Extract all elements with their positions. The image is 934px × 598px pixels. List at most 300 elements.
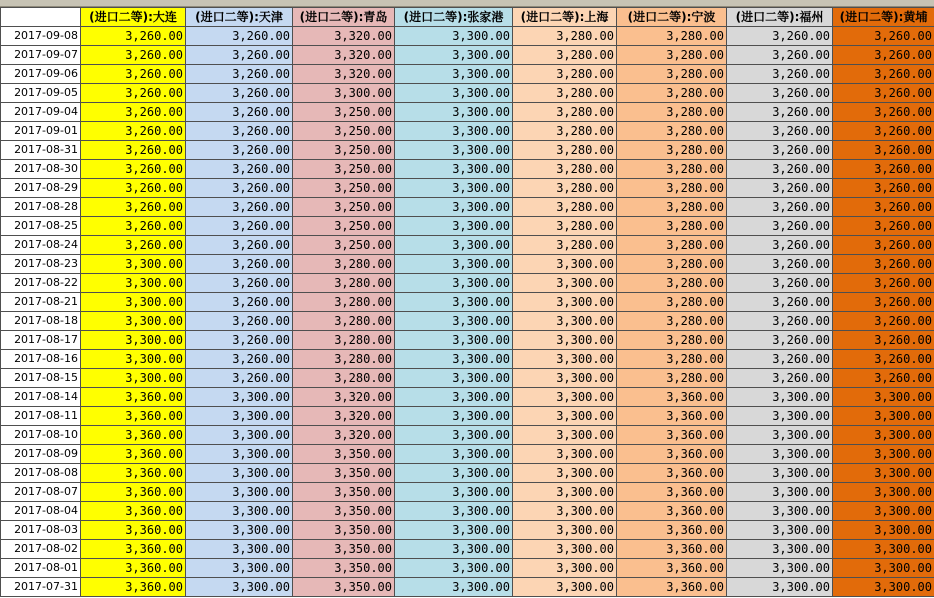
price-cell-shanghai[interactable]: 3,300.00 (513, 559, 617, 578)
date-cell[interactable]: 2017-08-25 (1, 217, 81, 236)
price-cell-zhangjiagang[interactable]: 3,300.00 (395, 27, 513, 46)
price-cell-huangpu[interactable]: 3,300.00 (833, 388, 934, 407)
date-cell[interactable]: 2017-09-06 (1, 65, 81, 84)
table-row (1, 426, 934, 445)
price-cell-qingdao[interactable]: 3,350.00 (293, 521, 395, 540)
price-cell-zhangjiagang[interactable]: 3,300.00 (395, 502, 513, 521)
price-cell-qingdao[interactable]: 3,320.00 (293, 407, 395, 426)
price-cell-tianjin[interactable]: 3,260.00 (186, 46, 293, 65)
price-cell-shanghai[interactable]: 3,280.00 (513, 198, 617, 217)
price-cell-dalian[interactable]: 3,360.00 (81, 502, 186, 521)
price-cell-ningbo[interactable]: 3,280.00 (617, 217, 727, 236)
price-cell-tianjin[interactable]: 3,300.00 (186, 578, 293, 597)
price-cell-huangpu[interactable]: 3,260.00 (833, 293, 934, 312)
price-cell-dalian[interactable]: 3,360.00 (81, 559, 186, 578)
price-cell-qingdao[interactable]: 3,250.00 (293, 198, 395, 217)
price-cell-tianjin[interactable]: 3,300.00 (186, 445, 293, 464)
date-cell[interactable]: 2017-09-05 (1, 84, 81, 103)
price-cell-fuzhou[interactable]: 3,300.00 (727, 559, 833, 578)
price-cell-tianjin[interactable]: 3,300.00 (186, 502, 293, 521)
price-cell-dalian[interactable]: 3,360.00 (81, 426, 186, 445)
price-cell-dalian[interactable]: 3,260.00 (81, 103, 186, 122)
price-cell-ningbo[interactable]: 3,360.00 (617, 388, 727, 407)
price-cell-dalian[interactable]: 3,260.00 (81, 27, 186, 46)
price-cell-zhangjiagang[interactable]: 3,300.00 (395, 350, 513, 369)
price-cell-zhangjiagang[interactable]: 3,300.00 (395, 312, 513, 331)
price-cell-shanghai[interactable]: 3,280.00 (513, 46, 617, 65)
price-cell-fuzhou[interactable]: 3,260.00 (727, 255, 833, 274)
date-cell[interactable]: 2017-08-08 (1, 464, 81, 483)
price-cell-shanghai[interactable]: 3,300.00 (513, 331, 617, 350)
price-cell-qingdao[interactable]: 3,350.00 (293, 464, 395, 483)
date-cell[interactable]: 2017-08-14 (1, 388, 81, 407)
price-cell-ningbo[interactable]: 3,280.00 (617, 27, 727, 46)
price-cell-zhangjiagang[interactable]: 3,300.00 (395, 160, 513, 179)
price-cell-ningbo[interactable]: 3,280.00 (617, 179, 727, 198)
price-cell-tianjin[interactable]: 3,260.00 (186, 293, 293, 312)
price-cell-dalian[interactable]: 3,360.00 (81, 521, 186, 540)
price-cell-qingdao[interactable]: 3,350.00 (293, 578, 395, 597)
price-cell-tianjin[interactable]: 3,260.00 (186, 236, 293, 255)
price-cell-qingdao[interactable]: 3,280.00 (293, 293, 395, 312)
price-cell-tianjin[interactable]: 3,260.00 (186, 274, 293, 293)
price-cell-ningbo[interactable]: 3,360.00 (617, 445, 727, 464)
table-row (1, 407, 934, 426)
price-cell-shanghai[interactable]: 3,300.00 (513, 540, 617, 559)
price-cell-tianjin[interactable]: 3,260.00 (186, 198, 293, 217)
price-cell-fuzhou[interactable]: 3,300.00 (727, 388, 833, 407)
price-cell-qingdao[interactable]: 3,280.00 (293, 369, 395, 388)
price-cell-zhangjiagang[interactable]: 3,300.00 (395, 46, 513, 65)
price-cell-fuzhou[interactable]: 3,300.00 (727, 540, 833, 559)
price-cell-fuzhou[interactable]: 3,260.00 (727, 369, 833, 388)
price-cell-tianjin[interactable]: 3,300.00 (186, 483, 293, 502)
price-cell-fuzhou[interactable]: 3,260.00 (727, 65, 833, 84)
price-cell-qingdao[interactable]: 3,250.00 (293, 179, 395, 198)
price-cell-ningbo[interactable]: 3,280.00 (617, 255, 727, 274)
price-cell-dalian[interactable]: 3,260.00 (81, 217, 186, 236)
price-cell-huangpu[interactable]: 3,300.00 (833, 464, 934, 483)
price-cell-shanghai[interactable]: 3,300.00 (513, 483, 617, 502)
price-cell-ningbo[interactable]: 3,280.00 (617, 274, 727, 293)
date-cell[interactable]: 2017-08-31 (1, 141, 81, 160)
price-cell-tianjin[interactable]: 3,260.00 (186, 312, 293, 331)
price-cell-dalian[interactable]: 3,300.00 (81, 274, 186, 293)
price-cell-zhangjiagang[interactable]: 3,300.00 (395, 84, 513, 103)
price-cell-huangpu[interactable]: 3,260.00 (833, 27, 934, 46)
price-cell-tianjin[interactable]: 3,260.00 (186, 179, 293, 198)
price-cell-tianjin[interactable]: 3,300.00 (186, 464, 293, 483)
price-cell-fuzhou[interactable]: 3,260.00 (727, 27, 833, 46)
price-cell-fuzhou[interactable]: 3,300.00 (727, 578, 833, 597)
column-header-ningbo[interactable]: (进口二等):宁波 (617, 8, 727, 27)
price-cell-ningbo[interactable]: 3,280.00 (617, 122, 727, 141)
price-cell-zhangjiagang[interactable]: 3,300.00 (395, 122, 513, 141)
price-table (0, 7, 934, 597)
price-cell-ningbo[interactable]: 3,360.00 (617, 578, 727, 597)
price-cell-ningbo[interactable]: 3,360.00 (617, 559, 727, 578)
price-cell-huangpu[interactable]: 3,260.00 (833, 179, 934, 198)
price-cell-dalian[interactable]: 3,360.00 (81, 483, 186, 502)
column-header-tianjin[interactable]: (进口二等):天津 (186, 8, 293, 27)
price-cell-qingdao[interactable]: 3,280.00 (293, 312, 395, 331)
price-cell-shanghai[interactable]: 3,280.00 (513, 65, 617, 84)
column-header-shanghai[interactable]: (进口二等):上海 (513, 8, 617, 27)
date-cell[interactable]: 2017-08-11 (1, 407, 81, 426)
price-cell-tianjin[interactable]: 3,260.00 (186, 65, 293, 84)
table-row (1, 312, 934, 331)
price-cell-shanghai[interactable]: 3,280.00 (513, 179, 617, 198)
price-cell-qingdao[interactable]: 3,350.00 (293, 445, 395, 464)
price-cell-shanghai[interactable]: 3,280.00 (513, 84, 617, 103)
date-cell[interactable]: 2017-08-16 (1, 350, 81, 369)
price-cell-tianjin[interactable]: 3,260.00 (186, 217, 293, 236)
date-cell[interactable]: 2017-08-01 (1, 559, 81, 578)
table-row (1, 540, 934, 559)
price-cell-qingdao[interactable]: 3,300.00 (293, 84, 395, 103)
price-cell-dalian[interactable]: 3,360.00 (81, 445, 186, 464)
price-cell-qingdao[interactable]: 3,250.00 (293, 236, 395, 255)
table-row (1, 274, 934, 293)
price-cell-fuzhou[interactable]: 3,300.00 (727, 445, 833, 464)
price-cell-shanghai[interactable]: 3,280.00 (513, 122, 617, 141)
price-cell-dalian[interactable]: 3,300.00 (81, 331, 186, 350)
price-cell-dalian[interactable]: 3,260.00 (81, 160, 186, 179)
price-cell-huangpu[interactable]: 3,260.00 (833, 103, 934, 122)
price-cell-dalian[interactable]: 3,260.00 (81, 84, 186, 103)
price-cell-tianjin[interactable]: 3,300.00 (186, 388, 293, 407)
price-cell-ningbo[interactable]: 3,280.00 (617, 369, 727, 388)
price-cell-ningbo[interactable]: 3,360.00 (617, 464, 727, 483)
price-cell-tianjin[interactable]: 3,260.00 (186, 255, 293, 274)
price-cell-zhangjiagang[interactable]: 3,300.00 (395, 521, 513, 540)
price-cell-tianjin[interactable]: 3,260.00 (186, 84, 293, 103)
price-cell-ningbo[interactable]: 3,280.00 (617, 84, 727, 103)
price-cell-dalian[interactable]: 3,260.00 (81, 65, 186, 84)
price-cell-shanghai[interactable]: 3,300.00 (513, 350, 617, 369)
price-cell-zhangjiagang[interactable]: 3,300.00 (395, 464, 513, 483)
table-row (1, 331, 934, 350)
price-cell-zhangjiagang[interactable]: 3,300.00 (395, 255, 513, 274)
price-cell-huangpu[interactable]: 3,260.00 (833, 141, 934, 160)
price-cell-ningbo[interactable]: 3,360.00 (617, 521, 727, 540)
price-cell-huangpu[interactable]: 3,260.00 (833, 331, 934, 350)
price-cell-tianjin[interactable]: 3,260.00 (186, 331, 293, 350)
price-cell-fuzhou[interactable]: 3,260.00 (727, 84, 833, 103)
price-cell-qingdao[interactable]: 3,350.00 (293, 502, 395, 521)
price-cell-tianjin[interactable]: 3,300.00 (186, 559, 293, 578)
price-cell-fuzhou[interactable]: 3,260.00 (727, 236, 833, 255)
price-cell-fuzhou[interactable]: 3,300.00 (727, 407, 833, 426)
price-cell-fuzhou[interactable]: 3,260.00 (727, 122, 833, 141)
price-cell-zhangjiagang[interactable]: 3,300.00 (395, 559, 513, 578)
table-row (1, 350, 934, 369)
table-row (1, 65, 934, 84)
table-row (1, 122, 934, 141)
price-cell-shanghai[interactable]: 3,280.00 (513, 27, 617, 46)
price-cell-shanghai[interactable]: 3,300.00 (513, 521, 617, 540)
price-cell-fuzhou[interactable]: 3,260.00 (727, 46, 833, 65)
corner-cell[interactable] (1, 8, 81, 27)
price-cell-zhangjiagang[interactable]: 3,300.00 (395, 103, 513, 122)
price-cell-huangpu[interactable]: 3,260.00 (833, 65, 934, 84)
price-cell-ningbo[interactable]: 3,280.00 (617, 103, 727, 122)
price-cell-huangpu[interactable]: 3,260.00 (833, 122, 934, 141)
table-row (1, 160, 934, 179)
date-cell[interactable]: 2017-08-15 (1, 369, 81, 388)
date-cell[interactable]: 2017-08-07 (1, 483, 81, 502)
date-cell[interactable]: 2017-08-21 (1, 293, 81, 312)
price-cell-dalian[interactable]: 3,300.00 (81, 350, 186, 369)
price-cell-huangpu[interactable]: 3,300.00 (833, 521, 934, 540)
price-cell-dalian[interactable]: 3,300.00 (81, 255, 186, 274)
date-cell[interactable]: 2017-08-04 (1, 502, 81, 521)
price-cell-ningbo[interactable]: 3,360.00 (617, 502, 727, 521)
price-cell-qingdao[interactable]: 3,350.00 (293, 483, 395, 502)
price-cell-qingdao[interactable]: 3,320.00 (293, 426, 395, 445)
price-cell-huangpu[interactable]: 3,260.00 (833, 369, 934, 388)
column-header-zhangjiagang[interactable]: (进口二等):张家港 (395, 8, 513, 27)
price-cell-shanghai[interactable]: 3,300.00 (513, 274, 617, 293)
date-cell[interactable]: 2017-08-23 (1, 255, 81, 274)
date-cell[interactable]: 2017-08-03 (1, 521, 81, 540)
price-cell-dalian[interactable]: 3,260.00 (81, 198, 186, 217)
price-cell-ningbo[interactable]: 3,360.00 (617, 540, 727, 559)
price-cell-zhangjiagang[interactable]: 3,300.00 (395, 65, 513, 84)
price-cell-fuzhou[interactable]: 3,260.00 (727, 217, 833, 236)
price-cell-shanghai[interactable]: 3,300.00 (513, 426, 617, 445)
date-cell[interactable]: 2017-08-09 (1, 445, 81, 464)
price-cell-shanghai[interactable]: 3,300.00 (513, 407, 617, 426)
price-cell-fuzhou[interactable]: 3,300.00 (727, 464, 833, 483)
date-cell[interactable]: 2017-08-28 (1, 198, 81, 217)
price-cell-huangpu[interactable]: 3,300.00 (833, 426, 934, 445)
price-cell-dalian[interactable]: 3,260.00 (81, 236, 186, 255)
table-row (1, 141, 934, 160)
price-cell-fuzhou[interactable]: 3,300.00 (727, 502, 833, 521)
price-cell-fuzhou[interactable]: 3,300.00 (727, 426, 833, 445)
price-cell-shanghai[interactable]: 3,280.00 (513, 103, 617, 122)
price-cell-huangpu[interactable]: 3,260.00 (833, 236, 934, 255)
price-cell-fuzhou[interactable]: 3,260.00 (727, 179, 833, 198)
price-cell-zhangjiagang[interactable]: 3,300.00 (395, 274, 513, 293)
date-cell[interactable]: 2017-08-24 (1, 236, 81, 255)
date-cell[interactable]: 2017-08-02 (1, 540, 81, 559)
table-row (1, 521, 934, 540)
price-cell-zhangjiagang[interactable]: 3,300.00 (395, 445, 513, 464)
price-cell-qingdao[interactable]: 3,350.00 (293, 540, 395, 559)
price-cell-qingdao[interactable]: 3,320.00 (293, 388, 395, 407)
price-cell-shanghai[interactable]: 3,300.00 (513, 388, 617, 407)
price-cell-tianjin[interactable]: 3,300.00 (186, 426, 293, 445)
price-cell-fuzhou[interactable]: 3,260.00 (727, 293, 833, 312)
date-cell[interactable]: 2017-09-04 (1, 103, 81, 122)
price-cell-ningbo[interactable]: 3,280.00 (617, 236, 727, 255)
price-cell-fuzhou[interactable]: 3,260.00 (727, 141, 833, 160)
date-cell[interactable]: 2017-09-01 (1, 122, 81, 141)
price-cell-zhangjiagang[interactable]: 3,300.00 (395, 426, 513, 445)
price-cell-fuzhou[interactable]: 3,260.00 (727, 103, 833, 122)
column-header-qingdao[interactable]: (进口二等):青岛 (293, 8, 395, 27)
header-row (1, 8, 934, 27)
price-cell-huangpu[interactable]: 3,260.00 (833, 84, 934, 103)
price-cell-ningbo[interactable]: 3,360.00 (617, 407, 727, 426)
price-cell-huangpu[interactable]: 3,260.00 (833, 350, 934, 369)
price-cell-zhangjiagang[interactable]: 3,300.00 (395, 331, 513, 350)
price-cell-zhangjiagang[interactable]: 3,300.00 (395, 236, 513, 255)
price-cell-fuzhou[interactable]: 3,300.00 (727, 483, 833, 502)
column-header-huangpu[interactable]: (进口二等):黄埔 (833, 8, 934, 27)
price-cell-zhangjiagang[interactable]: 3,300.00 (395, 217, 513, 236)
table-row (1, 27, 934, 46)
price-cell-huangpu[interactable]: 3,260.00 (833, 46, 934, 65)
price-cell-qingdao[interactable]: 3,280.00 (293, 274, 395, 293)
price-cell-dalian[interactable]: 3,260.00 (81, 46, 186, 65)
price-cell-ningbo[interactable]: 3,280.00 (617, 160, 727, 179)
price-cell-tianjin[interactable]: 3,260.00 (186, 160, 293, 179)
price-cell-zhangjiagang[interactable]: 3,300.00 (395, 369, 513, 388)
price-cell-tianjin[interactable]: 3,260.00 (186, 103, 293, 122)
price-cell-qingdao[interactable]: 3,250.00 (293, 141, 395, 160)
price-cell-huangpu[interactable]: 3,300.00 (833, 559, 934, 578)
price-cell-qingdao[interactable]: 3,320.00 (293, 46, 395, 65)
price-cell-shanghai[interactable]: 3,280.00 (513, 141, 617, 160)
price-cell-fuzhou[interactable]: 3,260.00 (727, 198, 833, 217)
price-cell-fuzhou[interactable]: 3,260.00 (727, 312, 833, 331)
price-cell-ningbo[interactable]: 3,360.00 (617, 483, 727, 502)
price-cell-qingdao[interactable]: 3,250.00 (293, 160, 395, 179)
table-row (1, 217, 934, 236)
price-cell-dalian[interactable]: 3,360.00 (81, 407, 186, 426)
price-cell-tianjin[interactable]: 3,260.00 (186, 350, 293, 369)
column-header-fuzhou[interactable]: (进口二等):福州 (727, 8, 833, 27)
price-cell-zhangjiagang[interactable]: 3,300.00 (395, 407, 513, 426)
date-cell[interactable]: 2017-08-17 (1, 331, 81, 350)
price-cell-qingdao[interactable]: 3,280.00 (293, 331, 395, 350)
table-row (1, 255, 934, 274)
price-cell-dalian[interactable]: 3,360.00 (81, 464, 186, 483)
price-cell-shanghai[interactable]: 3,280.00 (513, 236, 617, 255)
price-cell-dalian[interactable]: 3,300.00 (81, 312, 186, 331)
price-cell-zhangjiagang[interactable]: 3,300.00 (395, 388, 513, 407)
price-cell-dalian[interactable]: 3,360.00 (81, 540, 186, 559)
table-row (1, 502, 934, 521)
price-cell-qingdao[interactable]: 3,250.00 (293, 103, 395, 122)
price-cell-ningbo[interactable]: 3,280.00 (617, 46, 727, 65)
price-cell-shanghai[interactable]: 3,300.00 (513, 578, 617, 597)
price-cell-qingdao[interactable]: 3,320.00 (293, 27, 395, 46)
price-cell-qingdao[interactable]: 3,280.00 (293, 255, 395, 274)
price-cell-huangpu[interactable]: 3,300.00 (833, 445, 934, 464)
date-cell[interactable]: 2017-09-07 (1, 46, 81, 65)
price-cell-zhangjiagang[interactable]: 3,300.00 (395, 179, 513, 198)
table-body (1, 27, 934, 597)
price-cell-dalian[interactable]: 3,360.00 (81, 388, 186, 407)
price-cell-ningbo[interactable]: 3,280.00 (617, 312, 727, 331)
price-cell-zhangjiagang[interactable]: 3,300.00 (395, 540, 513, 559)
price-cell-tianjin[interactable]: 3,300.00 (186, 521, 293, 540)
price-cell-ningbo[interactable]: 3,280.00 (617, 331, 727, 350)
price-cell-dalian[interactable]: 3,360.00 (81, 578, 186, 597)
price-cell-shanghai[interactable]: 3,280.00 (513, 160, 617, 179)
price-cell-dalian[interactable]: 3,260.00 (81, 122, 186, 141)
date-cell[interactable]: 2017-09-08 (1, 27, 81, 46)
price-cell-zhangjiagang[interactable]: 3,300.00 (395, 141, 513, 160)
price-cell-tianjin[interactable]: 3,300.00 (186, 540, 293, 559)
price-cell-ningbo[interactable]: 3,360.00 (617, 426, 727, 445)
date-cell[interactable]: 2017-08-30 (1, 160, 81, 179)
price-cell-ningbo[interactable]: 3,280.00 (617, 293, 727, 312)
table-row (1, 84, 934, 103)
price-cell-ningbo[interactable]: 3,280.00 (617, 141, 727, 160)
price-cell-dalian[interactable]: 3,300.00 (81, 293, 186, 312)
price-cell-fuzhou[interactable]: 3,260.00 (727, 274, 833, 293)
price-cell-huangpu[interactable]: 3,300.00 (833, 407, 934, 426)
price-cell-dalian[interactable]: 3,260.00 (81, 141, 186, 160)
toolbar-edge (0, 0, 934, 7)
price-cell-huangpu[interactable]: 3,300.00 (833, 540, 934, 559)
price-cell-fuzhou[interactable]: 3,300.00 (727, 521, 833, 540)
price-cell-dalian[interactable]: 3,260.00 (81, 179, 186, 198)
price-cell-qingdao[interactable]: 3,280.00 (293, 350, 395, 369)
price-cell-huangpu[interactable]: 3,300.00 (833, 483, 934, 502)
price-cell-zhangjiagang[interactable]: 3,300.00 (395, 483, 513, 502)
price-cell-qingdao[interactable]: 3,250.00 (293, 122, 395, 141)
price-cell-huangpu[interactable]: 3,260.00 (833, 312, 934, 331)
price-cell-shanghai[interactable]: 3,300.00 (513, 445, 617, 464)
price-cell-qingdao[interactable]: 3,250.00 (293, 217, 395, 236)
price-cell-shanghai[interactable]: 3,300.00 (513, 312, 617, 331)
price-cell-tianjin[interactable]: 3,300.00 (186, 407, 293, 426)
price-cell-zhangjiagang[interactable]: 3,300.00 (395, 198, 513, 217)
price-cell-huangpu[interactable]: 3,260.00 (833, 255, 934, 274)
price-cell-huangpu[interactable]: 3,260.00 (833, 198, 934, 217)
price-cell-tianjin[interactable]: 3,260.00 (186, 122, 293, 141)
price-cell-shanghai[interactable]: 3,300.00 (513, 464, 617, 483)
price-cell-zhangjiagang[interactable]: 3,300.00 (395, 578, 513, 597)
date-cell[interactable]: 2017-08-18 (1, 312, 81, 331)
price-cell-tianjin[interactable]: 3,260.00 (186, 369, 293, 388)
price-cell-huangpu[interactable]: 3,300.00 (833, 578, 934, 597)
price-cell-ningbo[interactable]: 3,280.00 (617, 350, 727, 369)
price-cell-ningbo[interactable]: 3,280.00 (617, 198, 727, 217)
column-header-dalian[interactable]: (进口二等):大连 (81, 8, 186, 27)
price-cell-zhangjiagang[interactable]: 3,300.00 (395, 293, 513, 312)
price-cell-ningbo[interactable]: 3,280.00 (617, 65, 727, 84)
date-cell[interactable]: 2017-08-22 (1, 274, 81, 293)
price-cell-qingdao[interactable]: 3,350.00 (293, 559, 395, 578)
price-cell-fuzhou[interactable]: 3,260.00 (727, 331, 833, 350)
price-cell-huangpu[interactable]: 3,260.00 (833, 217, 934, 236)
date-cell[interactable]: 2017-07-31 (1, 578, 81, 597)
price-cell-shanghai[interactable]: 3,300.00 (513, 369, 617, 388)
price-cell-tianjin[interactable]: 3,260.00 (186, 141, 293, 160)
price-cell-shanghai[interactable]: 3,280.00 (513, 217, 617, 236)
price-cell-huangpu[interactable]: 3,260.00 (833, 160, 934, 179)
price-cell-shanghai[interactable]: 3,300.00 (513, 255, 617, 274)
price-cell-huangpu[interactable]: 3,260.00 (833, 274, 934, 293)
date-cell[interactable]: 2017-08-10 (1, 426, 81, 445)
price-cell-huangpu[interactable]: 3,300.00 (833, 502, 934, 521)
price-cell-qingdao[interactable]: 3,320.00 (293, 65, 395, 84)
price-cell-fuzhou[interactable]: 3,260.00 (727, 160, 833, 179)
price-cell-shanghai[interactable]: 3,300.00 (513, 293, 617, 312)
price-cell-tianjin[interactable]: 3,260.00 (186, 27, 293, 46)
price-cell-fuzhou[interactable]: 3,260.00 (727, 350, 833, 369)
price-cell-dalian[interactable]: 3,300.00 (81, 369, 186, 388)
date-cell[interactable]: 2017-08-29 (1, 179, 81, 198)
price-cell-shanghai[interactable]: 3,300.00 (513, 502, 617, 521)
